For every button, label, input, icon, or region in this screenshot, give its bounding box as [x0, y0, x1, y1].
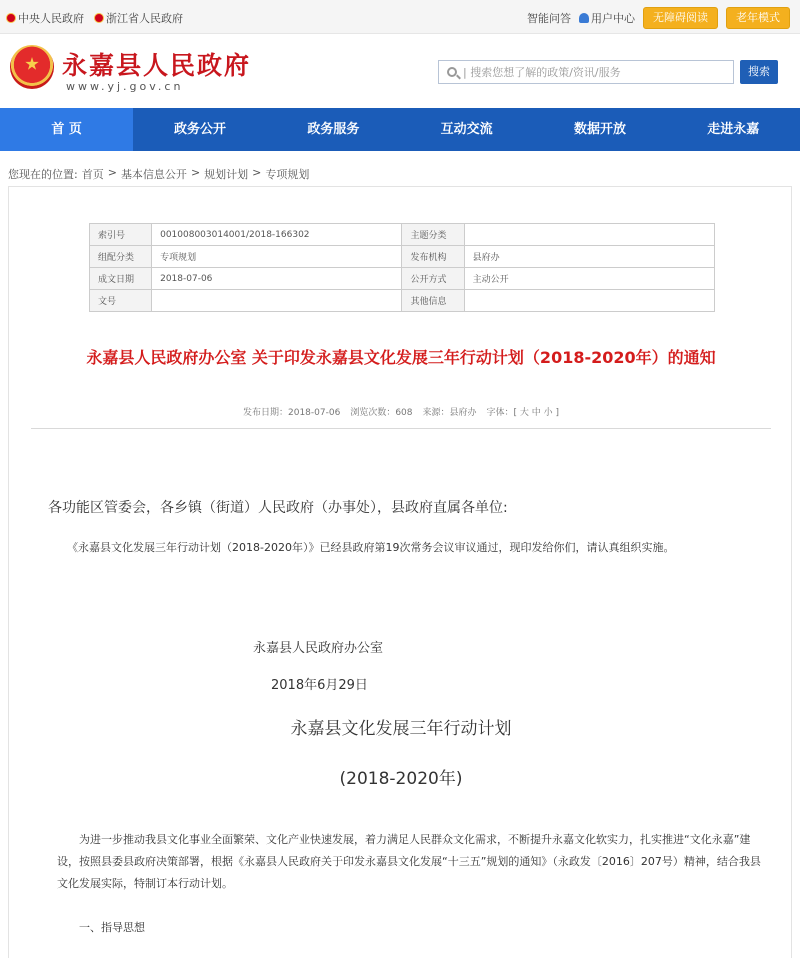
meta-key: 组配分类 — [90, 246, 152, 268]
view-count: 浏览次数：608 — [350, 408, 413, 418]
plan-title: 永嘉县文化发展三年行动计划 — [290, 719, 512, 739]
national-emblem-logo-icon[interactable] — [10, 45, 54, 89]
table-row — [90, 224, 715, 246]
section-heading: 一、指导思想 — [79, 921, 145, 934]
document-info — [9, 405, 793, 418]
title-divider — [31, 428, 771, 429]
breadcrumb-separator: > — [107, 166, 117, 179]
zhejiang-gov-link[interactable] — [94, 10, 183, 26]
meta-key: 索引号 — [90, 224, 152, 246]
meta-value: 2018-07-06 — [152, 268, 402, 290]
site-header — [0, 34, 800, 108]
meta-value — [152, 290, 402, 312]
meta-value: 001008003014001/2018-166302 — [152, 224, 402, 246]
meta-key: 文号 — [90, 290, 152, 312]
publish-date: 发布日期：2018-07-06 — [243, 408, 341, 418]
accessibility-button[interactable]: 无障碍阅读 — [643, 7, 718, 29]
table-row — [90, 268, 715, 290]
breadcrumb-prefix: 您现在的位置: — [8, 168, 78, 181]
nav-item-open-data[interactable]: 数据开放 — [573, 122, 626, 137]
document-paragraph: 《永嘉县文化发展三年行动计划（2018-2020年）》已经县政府第19次常务会议审议通过，现印发给你们，请认真组织实施。 — [67, 541, 675, 554]
breadcrumb — [8, 166, 309, 182]
document-meta-table — [89, 223, 715, 312]
meta-value: 县府办 — [464, 246, 714, 268]
breadcrumb-item-basic-info[interactable]: 基本信息公开 — [120, 168, 187, 181]
article-container — [8, 186, 792, 958]
main-nav — [0, 108, 800, 151]
search-input[interactable] — [438, 60, 734, 84]
meta-key: 成文日期 — [90, 268, 152, 290]
user-center-link[interactable] — [579, 10, 635, 26]
site-url: www.yj.gov.cn — [66, 80, 184, 93]
national-emblem-icon — [6, 13, 16, 23]
zhejiang-gov-label: 浙江省人民政府 — [106, 12, 183, 25]
meta-key: 其他信息 — [402, 290, 464, 312]
top-links — [6, 10, 183, 26]
nav-item-interaction[interactable]: 互动交流 — [440, 122, 493, 137]
user-icon — [579, 13, 589, 23]
table-row — [90, 246, 715, 268]
breadcrumb-separator: > — [252, 166, 262, 179]
nav-item-gov-services[interactable]: 政务服务 — [307, 122, 360, 137]
document-title: 永嘉县人民政府办公室 关于印发永嘉县文化发展三年行动计划（2018-2020年）的通知 — [86, 348, 716, 367]
smart-qa-link[interactable]: 智能问答 — [527, 12, 571, 25]
site-title[interactable]: 永嘉县人民政府 — [62, 51, 252, 80]
meta-key: 发布机构 — [402, 246, 464, 268]
elder-mode-button[interactable]: 老年模式 — [726, 7, 790, 29]
breadcrumb-separator: > — [190, 166, 201, 179]
signature-office: 永嘉县人民政府办公室 — [253, 641, 384, 656]
meta-value — [464, 290, 714, 312]
meta-value: 专项规划 — [152, 246, 402, 268]
document-paragraph: 为进一步推动我县文化事业全面繁荣、文化产业快速发展，着力满足人民群众文化需求，不断提升永嘉文化软实力，扎实推进“文化永嘉”建设，按照县委县政府决策部署，根据《永嘉县人民政府关于印发永嘉县文化发展“十三五”规划的通知》（永政发〔2016〕207号）精神，结合我县文化发展实际，特制订本行动计划。 — [57, 833, 761, 890]
breadcrumb-item-special-planning[interactable]: 专项规划 — [265, 168, 310, 181]
search-button[interactable]: 搜索 — [740, 60, 778, 84]
signature-date: 2018年6月29日 — [271, 678, 368, 693]
document-source: 来源：县府办 — [422, 408, 477, 418]
breadcrumb-item-planning[interactable]: 规划计划 — [204, 168, 249, 181]
meta-key: 公开方式 — [402, 268, 464, 290]
nav-item-gov-affairs[interactable]: 政务公开 — [173, 122, 226, 137]
meta-value — [464, 224, 714, 246]
user-center-label: 用户中心 — [591, 12, 635, 25]
font-size-selector[interactable]: 字体：[ 大 中 小 ] — [486, 408, 559, 418]
search-placeholder: | 搜索您想了解的政策/资讯/服务 — [463, 66, 621, 79]
top-bar — [0, 0, 800, 34]
meta-key: 主题分类 — [402, 224, 464, 246]
search-icon — [447, 67, 457, 77]
nav-item-about-yongjia[interactable]: 走进永嘉 — [707, 122, 760, 137]
nav-item-home[interactable]: 首 页 — [0, 108, 133, 151]
meta-value: 主动公开 — [464, 268, 714, 290]
document-salutation: 各功能区管委会，各乡镇（街道）人民政府（办事处），县政府直属各单位: — [48, 500, 508, 516]
top-right-tools — [527, 7, 790, 29]
national-emblem-icon — [94, 13, 104, 23]
central-gov-link[interactable] — [6, 10, 84, 26]
central-gov-label: 中央人民政府 — [18, 12, 84, 25]
breadcrumb-item-home[interactable]: 首页 — [81, 168, 104, 181]
table-row — [90, 290, 715, 312]
plan-years: (2018-2020年) — [339, 769, 463, 789]
